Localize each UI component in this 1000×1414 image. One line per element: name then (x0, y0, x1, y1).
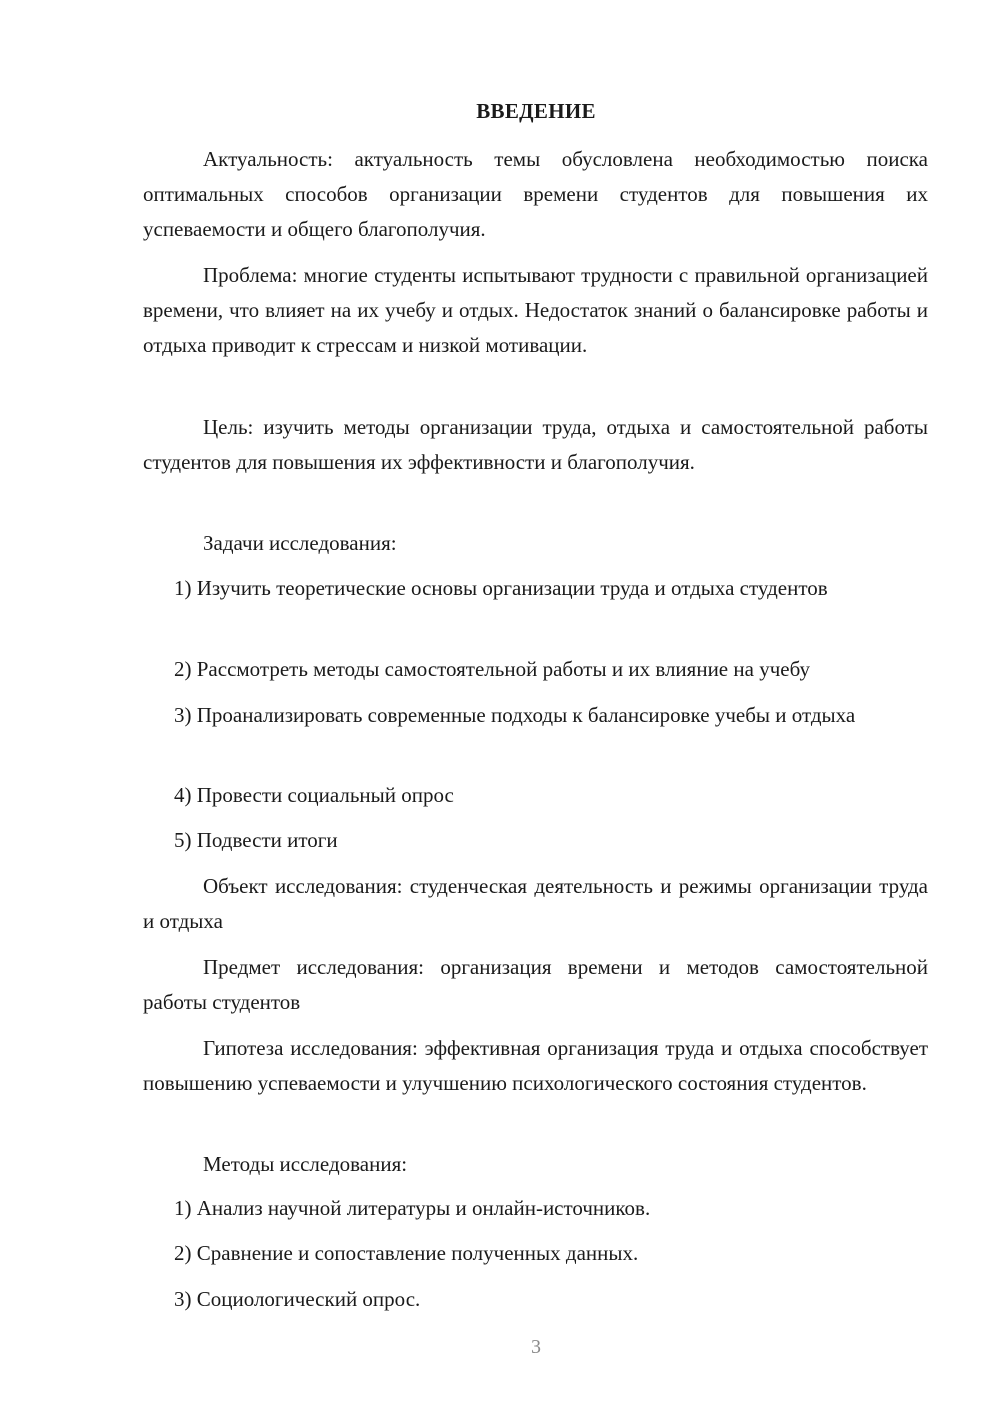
task-item: 2) Рассмотреть методы самостоятельной работы и их влияние на учебу (174, 657, 810, 681)
task-item: 3) Проанализировать современные подходы к балансировке учебы и отдыха (174, 703, 856, 727)
page-number: 3 (531, 1336, 541, 1358)
method-item: 3) Социологический опрос. (174, 1287, 421, 1311)
paragraph-object: Объект исследования: студенческая деятельность и режимы организации труда и отдыха (143, 874, 928, 933)
paragraph-goal: Цель: изучить методы организации труда, отдыха и самостоятельной работы студентов для повышения их эффективности и благополучия. (143, 415, 928, 474)
task-item: 4) Провести социальный опрос (174, 783, 454, 807)
paragraph-relevance: Актуальность: актуальность темы обусловлена необходимостью поиска оптимальных способов организации времени студентов для повышения их успеваемости и общего благополучия. (143, 147, 928, 241)
task-item: 1) Изучить теоретические основы организации труда и отдыха студентов (174, 576, 828, 600)
task-item: 5) Подвести итоги (174, 828, 338, 852)
paragraph-subject: Предмет исследования: организация времени и методов самостоятельной работы студентов (143, 955, 928, 1014)
method-item: 1) Анализ научной литературы и онлайн-источников. (174, 1196, 651, 1220)
page-title: ВВЕДЕНИЕ (476, 99, 596, 123)
paragraph-hypothesis: Гипотеза исследования: эффективная организация труда и отдыха способствует повышению успеваемости и улучшению психологического состояния студентов. (143, 1036, 928, 1095)
method-item: 2) Сравнение и сопоставление полученных данных. (174, 1241, 639, 1265)
methods-heading: Методы исследования: (203, 1152, 408, 1176)
paragraph-problem: Проблема: многие студенты испытывают трудности с правильной организацией времени, что влияет на их учебу и отдых. Недостаток знаний о балансировке работы и отдыха приводит к стрессам и низкой мотивации. (143, 263, 928, 357)
tasks-heading: Задачи исследования: (203, 531, 397, 555)
